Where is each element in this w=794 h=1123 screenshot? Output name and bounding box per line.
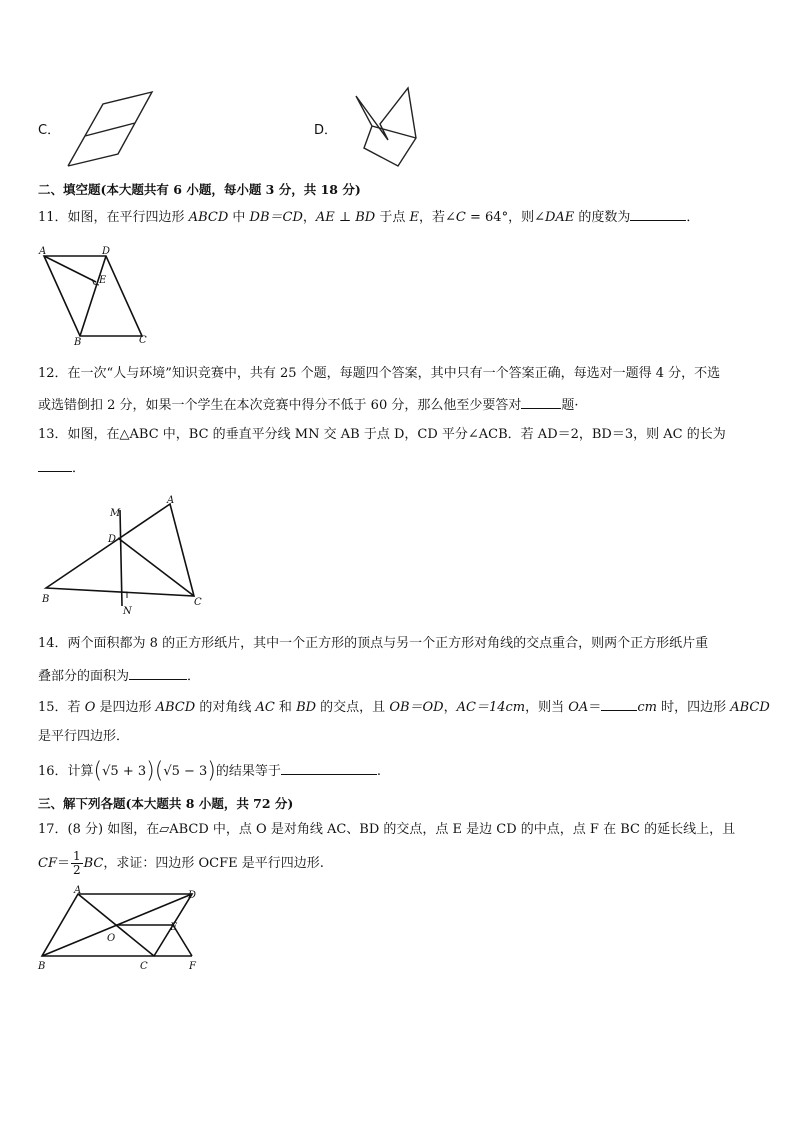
q17-fraction: $\frac{1}{2}$ (72, 849, 81, 877)
q12-line2: 或选错倒扣 2 分，如果一个学生在本次竞赛中得分不低于 60 分，那么他至少要答对 题· (38, 394, 578, 416)
q13-line2: ． (38, 457, 85, 479)
svg-text:B: B (74, 337, 82, 346)
svg-text:O: O (107, 933, 116, 944)
q15-answer-blank[interactable] (601, 696, 637, 711)
svg-text:A: A (74, 885, 82, 896)
q17-line1: 17．(8 分) 如图，在▱ABCD 中，点 O 是对角线 AC、BD 的交点，点 E 是边 CD 的中点，点 F 在 BC 的延长线上，且 (38, 822, 736, 837)
q14-answer-blank[interactable] (129, 665, 187, 680)
svg-text:A: A (39, 246, 47, 257)
q16-expr1: √5 + 3 (102, 764, 147, 779)
section3-header: 三、解下列各题(本大题共 8 小题，共 72 分) (38, 796, 294, 811)
svg-text:F: F (189, 961, 196, 972)
q14-line1: 14．两个面积都为 8 的正方形纸片，其中一个正方形的顶点与另一个正方形对角线的交点重合，则两个正方形纸片重 (38, 636, 709, 651)
q13-line1: 13．如图，在△ABC 中，BC 的垂直平分线 MN 交 AB 于点 D，CD 平分∠ACB．若 AD＝2，BD＝3，则 AC 的长为 (38, 427, 726, 442)
q16-answer-blank[interactable] (281, 760, 377, 775)
q11-text: 11．如图，在平行四边形 ABCD 中 DB＝CD，AE ⊥ BD 于点 E，若∠C = 64°，则∠DAE 的度数为 ． (38, 206, 699, 228)
q17-figure (34, 884, 206, 976)
svg-text:E: E (99, 275, 107, 286)
svg-text:D: D (188, 890, 197, 901)
option-d-figure (350, 84, 422, 174)
option-c-figure (60, 86, 160, 170)
q12-line1: 12．在一次“人与环境”知识竞赛中，共有 25 个题，每题四个答案，其中只有一个答案正确，每选对一题得 4 分，不选 (38, 366, 721, 381)
section2-header: 二、填空题(本大题共有 6 小题，每小题 3 分，共 18 分) (38, 182, 361, 197)
svg-text:N: N (123, 606, 132, 616)
q14-line2: 叠部分的面积为 ． (38, 665, 200, 687)
q17-line2: CF＝ $\frac{1}{2}$ BC，求证：四边形 OCFE 是平行四边形. (38, 849, 324, 877)
svg-text:E: E (170, 922, 178, 933)
q11-figure (36, 244, 156, 346)
option-d-label: D． (314, 123, 338, 138)
svg-text:B: B (42, 594, 50, 605)
svg-text:D: D (102, 246, 111, 257)
q15-line1: 15．若 O 是四边形 ABCD 的对角线 AC 和 BD 的交点，且 OB＝OD，AC＝14cm，则当 OA＝ cm 时，四边形 ABCD (38, 696, 770, 718)
q12-answer-blank[interactable] (521, 394, 561, 409)
svg-text:C: C (139, 335, 147, 346)
q11-answer-blank[interactable] (630, 206, 686, 221)
option-c-label: C． (38, 123, 61, 138)
svg-text:B: B (38, 961, 46, 972)
svg-text:M: M (110, 508, 121, 519)
q16-line: 16．计算(√5 + 3)(√5 − 3)的结果等于 . (38, 758, 382, 784)
svg-text:D: D (108, 534, 117, 545)
svg-text:C: C (194, 597, 202, 608)
q13-answer-blank[interactable] (38, 457, 72, 472)
svg-text:C: C (140, 961, 148, 972)
q15-line2: 是平行四边形． (38, 729, 130, 744)
q16-expr2: √5 − 3 (163, 764, 208, 779)
svg-text:A: A (167, 495, 175, 506)
q13-figure (34, 492, 214, 616)
